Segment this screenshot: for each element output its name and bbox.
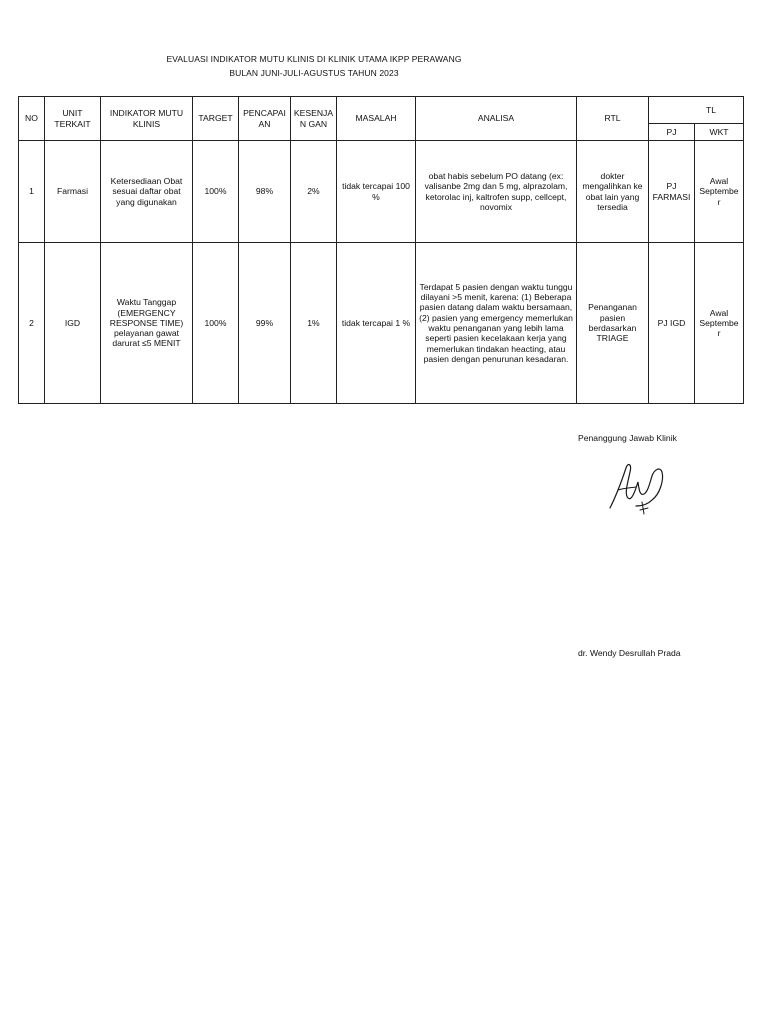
- cell-unit: IGD: [45, 243, 101, 404]
- col-header-masalah: MASALAH: [337, 97, 416, 141]
- cell-unit: Farmasi: [45, 141, 101, 243]
- col-header-target: TARGET: [193, 97, 239, 141]
- col-header-wkt: WKT: [695, 124, 744, 141]
- cell-masalah: tidak tercapai 100 %: [337, 141, 416, 243]
- cell-indikator: Ketersediaan Obat sesuai daftar obat yang digunakan: [101, 141, 193, 243]
- signature-label: Penanggung Jawab Klinik: [578, 433, 677, 443]
- col-header-tl-label: TL: [705, 104, 717, 115]
- table-row: [19, 141, 744, 243]
- cell-kesenjangan: 1%: [291, 243, 337, 404]
- cell-target: 100%: [193, 141, 239, 243]
- cell-kesenjangan: 2%: [291, 141, 337, 243]
- col-header-analisa: ANALISA: [416, 97, 577, 141]
- cell-pj: PJ FARMASI: [649, 141, 695, 243]
- cell-pencapaian: 98%: [239, 141, 291, 243]
- col-header-kesenjangan: KESENJAN GAN: [291, 97, 337, 141]
- table-row: [19, 243, 744, 404]
- cell-pencapaian: 99%: [239, 243, 291, 404]
- handwritten-signature: [604, 458, 674, 520]
- col-header-unit: UNIT TERKAIT: [45, 97, 101, 141]
- cell-analisa: obat habis sebelum PO datang (ex: valisanbe 2mg dan 5 mg, alprazolam, ketorolac inj, kaltrofen supp, cellcept, novomix: [416, 141, 577, 243]
- cell-analisa: Terdapat 5 pasien dengan waktu tunggu dilayani >5 menit, karena: (1) Beberapa pasien datang dalam waktu bersamaan, (2) pasien yang emergency memerlukan waktu penanganan yang lebih lama seperti pasien kecelakaan kerja yang memerlukan tindakan heacting, atau pasien dengan penurunan kesadaran.: [416, 243, 577, 404]
- col-header-indikator: INDIKATOR MUTU KLINIS: [101, 97, 193, 141]
- col-header-rtl: RTL: [577, 97, 649, 141]
- cell-indikator: Waktu Tanggap (EMERGENCY RESPONSE TIME) pelayanan gawat darurat ≤5 MENIT: [101, 243, 193, 404]
- document-title: EVALUASI INDIKATOR MUTU KLINIS DI KLINIK UTAMA IKPP PERAWANG: [166, 54, 462, 64]
- cell-rtl: Penanganan pasien berdasarkan TRIAGE: [577, 243, 649, 404]
- signatory-name: dr. Wendy Desrullah Prada: [578, 648, 681, 658]
- document-subtitle: BULAN JUNI-JULI-AGUSTUS TAHUN 2023: [229, 68, 399, 78]
- cell-masalah: tidak tercapai 1 %: [337, 243, 416, 404]
- cell-wkt: Awal Septembe r: [695, 243, 744, 404]
- evaluation-table: [18, 96, 744, 404]
- cell-wkt: Awal Septembe r: [695, 141, 744, 243]
- col-header-pj: PJ: [649, 124, 695, 141]
- cell-pj: PJ IGD: [649, 243, 695, 404]
- cell-target: 100%: [193, 243, 239, 404]
- cell-no: 2: [19, 243, 45, 404]
- col-header-tl: [649, 97, 744, 124]
- table-header-row: [19, 97, 744, 124]
- col-header-no: NO: [19, 97, 45, 141]
- col-header-pencapaian: PENCAPAI AN: [239, 97, 291, 141]
- cell-no: 1: [19, 141, 45, 243]
- cell-rtl: dokter mengalihkan ke obat lain yang tersedia: [577, 141, 649, 243]
